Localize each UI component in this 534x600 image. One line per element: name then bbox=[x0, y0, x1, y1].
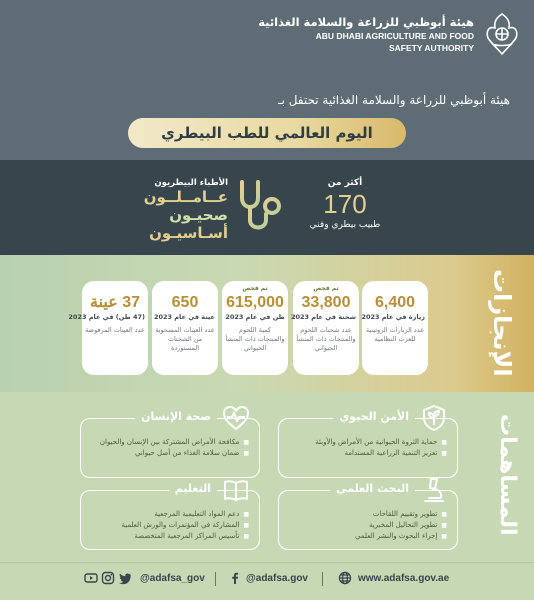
box-title: البحث العلمي bbox=[330, 482, 415, 495]
box-title: الأمن الحيوي bbox=[333, 410, 415, 423]
footer-divider bbox=[322, 572, 323, 586]
card-prefix bbox=[365, 285, 425, 293]
list-item: ■ حماية الثروة الحيوانية من الأمراض والأوبئة bbox=[287, 437, 447, 448]
box-list bbox=[287, 437, 447, 459]
card-description: عدد شحنات اللحوم والمنتجات ذات المنشأ الحيواني bbox=[296, 326, 356, 352]
social-handle[interactable]: @adafsa_gov bbox=[140, 573, 205, 584]
vets-slogan-line-3: أسـاسيـون bbox=[149, 224, 228, 242]
card-number: 6,400 bbox=[374, 294, 416, 311]
card-subtitle: شحنة في عام 2023 bbox=[290, 313, 356, 321]
achievement-card bbox=[290, 281, 359, 375]
globe-icon bbox=[338, 571, 352, 585]
shield-plant-icon bbox=[419, 403, 449, 433]
achievement-card bbox=[152, 281, 218, 375]
achievements-label: الإنجازات bbox=[488, 269, 516, 377]
list-item: ■ تطوير التحاليل المخبرية bbox=[287, 520, 447, 531]
box-list bbox=[287, 509, 447, 542]
contributions-label: المساهمات bbox=[495, 414, 520, 536]
list-item: ■ إجراء البحوث والنشر العلمي bbox=[287, 531, 447, 542]
card-subtitle: (47 طن) في عام 2023 bbox=[68, 313, 145, 321]
logo-name-english-2: SAFETY AUTHORITY bbox=[388, 43, 474, 53]
heart-pulse-icon bbox=[221, 403, 251, 433]
website-link[interactable]: www.adafsa.gov.ae bbox=[358, 573, 450, 584]
facebook-handle[interactable]: @adafsa.gov bbox=[246, 573, 308, 584]
logo-name-arabic: هيئة أبوظبي للزراعة والسلامة الغذائية bbox=[258, 15, 474, 29]
contribution-box-research bbox=[278, 482, 458, 550]
achievement-card bbox=[68, 281, 148, 375]
logo-name-english-1: ABU DHABI AGRICULTURE AND FOOD bbox=[315, 31, 474, 41]
card-description: عدد العينات المرفوضة bbox=[85, 326, 145, 334]
vet-count-stat bbox=[300, 178, 390, 230]
list-item: ■ دعم المواد التعليمية المرجعية bbox=[89, 509, 249, 520]
card-description: عدد الزيارات الروتينية للعزب النظامية bbox=[365, 326, 425, 343]
youtube-icon[interactable] bbox=[84, 571, 98, 585]
achievement-card bbox=[222, 281, 288, 375]
box-list bbox=[89, 509, 249, 542]
contribution-box-biosecurity bbox=[278, 410, 458, 478]
card-subtitle: طن في عام 2023 bbox=[225, 313, 285, 321]
card-number: 37 عينة bbox=[89, 294, 141, 311]
vets-title: الأطباء البيطريون bbox=[154, 178, 228, 188]
vets-slogan bbox=[140, 178, 228, 242]
list-item: ■ مكافحة الأمراض المشتركة بين الإنسان والحيوان bbox=[89, 437, 249, 448]
card-description: عدد العينات المسحوبة من الشحنات المستوردة bbox=[155, 326, 215, 352]
card-subtitle: عينة في عام 2023 bbox=[153, 313, 215, 321]
twitter-icon[interactable] bbox=[118, 571, 132, 585]
box-title: صحة الإنسان bbox=[135, 410, 217, 423]
vets-slogan-line-2: صحيـون bbox=[169, 206, 228, 224]
contribution-box-human-health bbox=[80, 410, 260, 478]
intro-text: هيئة أبوظبي للزراعة والسلامة الغذائية تحتفل بـ bbox=[278, 93, 510, 107]
footer-divider bbox=[215, 572, 216, 586]
falcon-emblem-icon bbox=[482, 10, 522, 58]
microscope-icon bbox=[419, 475, 449, 505]
page-title: اليوم العالمي للطب البيطري bbox=[128, 118, 406, 148]
card-description: كمية اللحوم والمنتجات ذات المنشأ الحيواني bbox=[225, 326, 285, 352]
list-item: ■ ضمان سلامة الغذاء من أصل حيواني bbox=[89, 448, 249, 459]
card-number: 33,800 bbox=[301, 294, 351, 311]
card-number: 650 bbox=[171, 294, 199, 311]
vets-slogan-line-1: عــامــلــون bbox=[143, 188, 228, 206]
list-item: ■ المشاركة في المؤتمرات والورش العلمية bbox=[89, 520, 249, 531]
box-list bbox=[89, 437, 249, 459]
list-item: ■ تأسيس المراكز المرجعية المتخصصة bbox=[89, 531, 249, 542]
stethoscope-icon bbox=[232, 176, 292, 234]
book-icon bbox=[221, 475, 251, 505]
facebook-icon[interactable] bbox=[228, 571, 242, 585]
logo-text bbox=[258, 15, 474, 53]
card-prefix bbox=[85, 285, 145, 293]
vet-count-label: طبيب بيطري وفني bbox=[309, 220, 381, 230]
vet-count-number: 170 bbox=[323, 189, 367, 219]
card-prefix bbox=[155, 285, 215, 293]
card-subtitle: زيارة في عام 2023 bbox=[361, 313, 425, 321]
achievement-card bbox=[362, 281, 428, 375]
contribution-box-education bbox=[80, 482, 260, 550]
authority-logo bbox=[258, 10, 522, 58]
instagram-icon[interactable] bbox=[101, 571, 115, 585]
list-item: ■ تعزيز التنمية الزراعية المستدامة bbox=[287, 448, 447, 459]
card-number: 615,000 bbox=[226, 294, 284, 311]
card-prefix: تم فحص bbox=[313, 285, 339, 292]
list-item: ■ تطوير وتقييم اللقاحات bbox=[287, 509, 447, 520]
more-than-label: أكثر من bbox=[327, 178, 363, 188]
box-title: التعليم bbox=[169, 482, 217, 495]
card-prefix: تم فحص bbox=[242, 285, 268, 292]
